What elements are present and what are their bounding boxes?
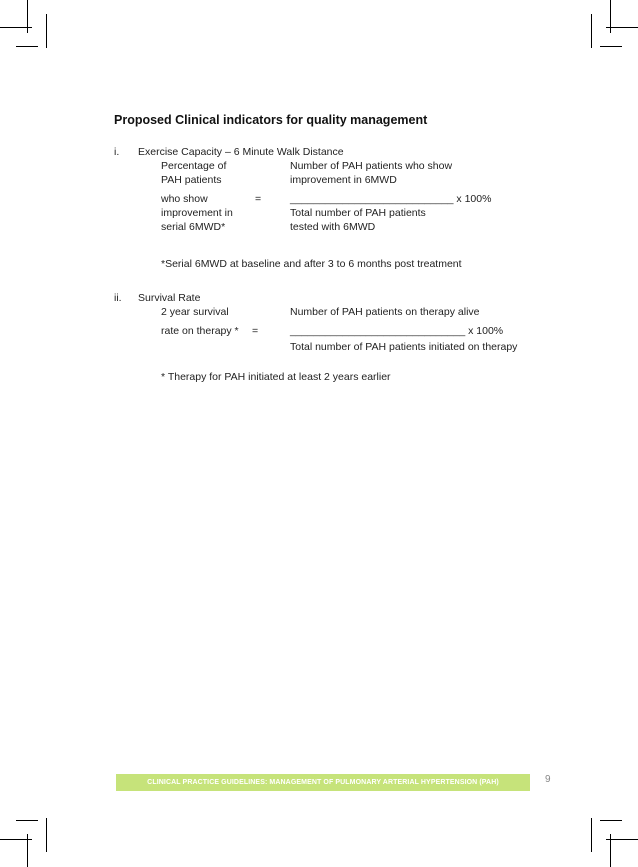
indicator-1-numerator-line-1: Number of PAH patients who show bbox=[290, 160, 453, 172]
page-number: 9 bbox=[545, 774, 551, 785]
indicator-1-equals: = bbox=[255, 193, 262, 205]
indicator-1-denominator-line-2: tested with 6MWD bbox=[290, 221, 376, 233]
indicator-2-heading: Survival Rate bbox=[138, 292, 201, 304]
indicator-1-denominator-line-1: Total number of PAH patients bbox=[290, 207, 426, 219]
indicator-1-label-line-4: improvement in bbox=[161, 207, 233, 219]
indicator-1-heading: Exercise Capacity – 6 Minute Walk Distance bbox=[138, 146, 344, 158]
indicator-1-label-line-5: serial 6MWD* bbox=[161, 221, 226, 233]
indicator-2-note: * Therapy for PAH initiated at least 2 years earlier bbox=[161, 371, 391, 383]
indicator-2-fraction-line: ______________________________ x 100% bbox=[290, 325, 504, 337]
crop-mark-top-right-h bbox=[606, 27, 638, 28]
crop-mark-bottom-right-h bbox=[606, 839, 638, 840]
page-title: Proposed Clinical indicators for quality management bbox=[114, 113, 428, 127]
crop-mark-bottom-left-h2 bbox=[16, 820, 38, 821]
crop-mark-bottom-left-v2 bbox=[46, 818, 47, 852]
crop-mark-top-left-v2 bbox=[46, 14, 47, 48]
indicator-1-note: *Serial 6MWD at baseline and after 3 to 6 months post treatment bbox=[161, 258, 462, 270]
crop-mark-top-right-h2 bbox=[600, 46, 622, 47]
crop-mark-top-left-v bbox=[27, 0, 28, 33]
indicator-2-label-line-2: rate on therapy * bbox=[161, 325, 239, 337]
indicator-2-denominator: Total number of PAH patients initiated on therapy bbox=[290, 341, 518, 353]
indicator-1-numerator-line-2: improvement in 6MWD bbox=[290, 174, 397, 186]
crop-mark-bottom-right-v2 bbox=[591, 818, 592, 852]
indicator-2-equals: = bbox=[252, 325, 259, 337]
indicator-2-label-line-1: 2 year survival bbox=[161, 306, 229, 318]
crop-mark-top-right-v2 bbox=[591, 14, 592, 48]
indicator-1-numeral: i. bbox=[114, 146, 120, 158]
indicator-1-label-line-2: PAH patients bbox=[161, 174, 222, 186]
footer-text: CLINICAL PRACTICE GUIDELINES: MANAGEMENT OF PULMONARY ARTERIAL HYPERTENSION (PAH) bbox=[147, 779, 499, 786]
crop-mark-top-left-h bbox=[0, 27, 32, 28]
indicator-1-label-line-3: who show bbox=[161, 193, 208, 205]
indicator-2-numeral: ii. bbox=[114, 292, 122, 304]
crop-mark-bottom-left-h bbox=[0, 839, 32, 840]
crop-mark-bottom-right-h2 bbox=[600, 820, 622, 821]
indicator-2-numerator: Number of PAH patients on therapy alive bbox=[290, 306, 480, 318]
indicator-1-fraction-line: ____________________________ x 100% bbox=[290, 193, 492, 205]
crop-mark-top-right-v bbox=[610, 0, 611, 33]
footer-bar bbox=[116, 774, 530, 791]
crop-mark-top-left-h2 bbox=[16, 46, 38, 47]
indicator-1-label-line-1: Percentage of bbox=[161, 160, 227, 172]
